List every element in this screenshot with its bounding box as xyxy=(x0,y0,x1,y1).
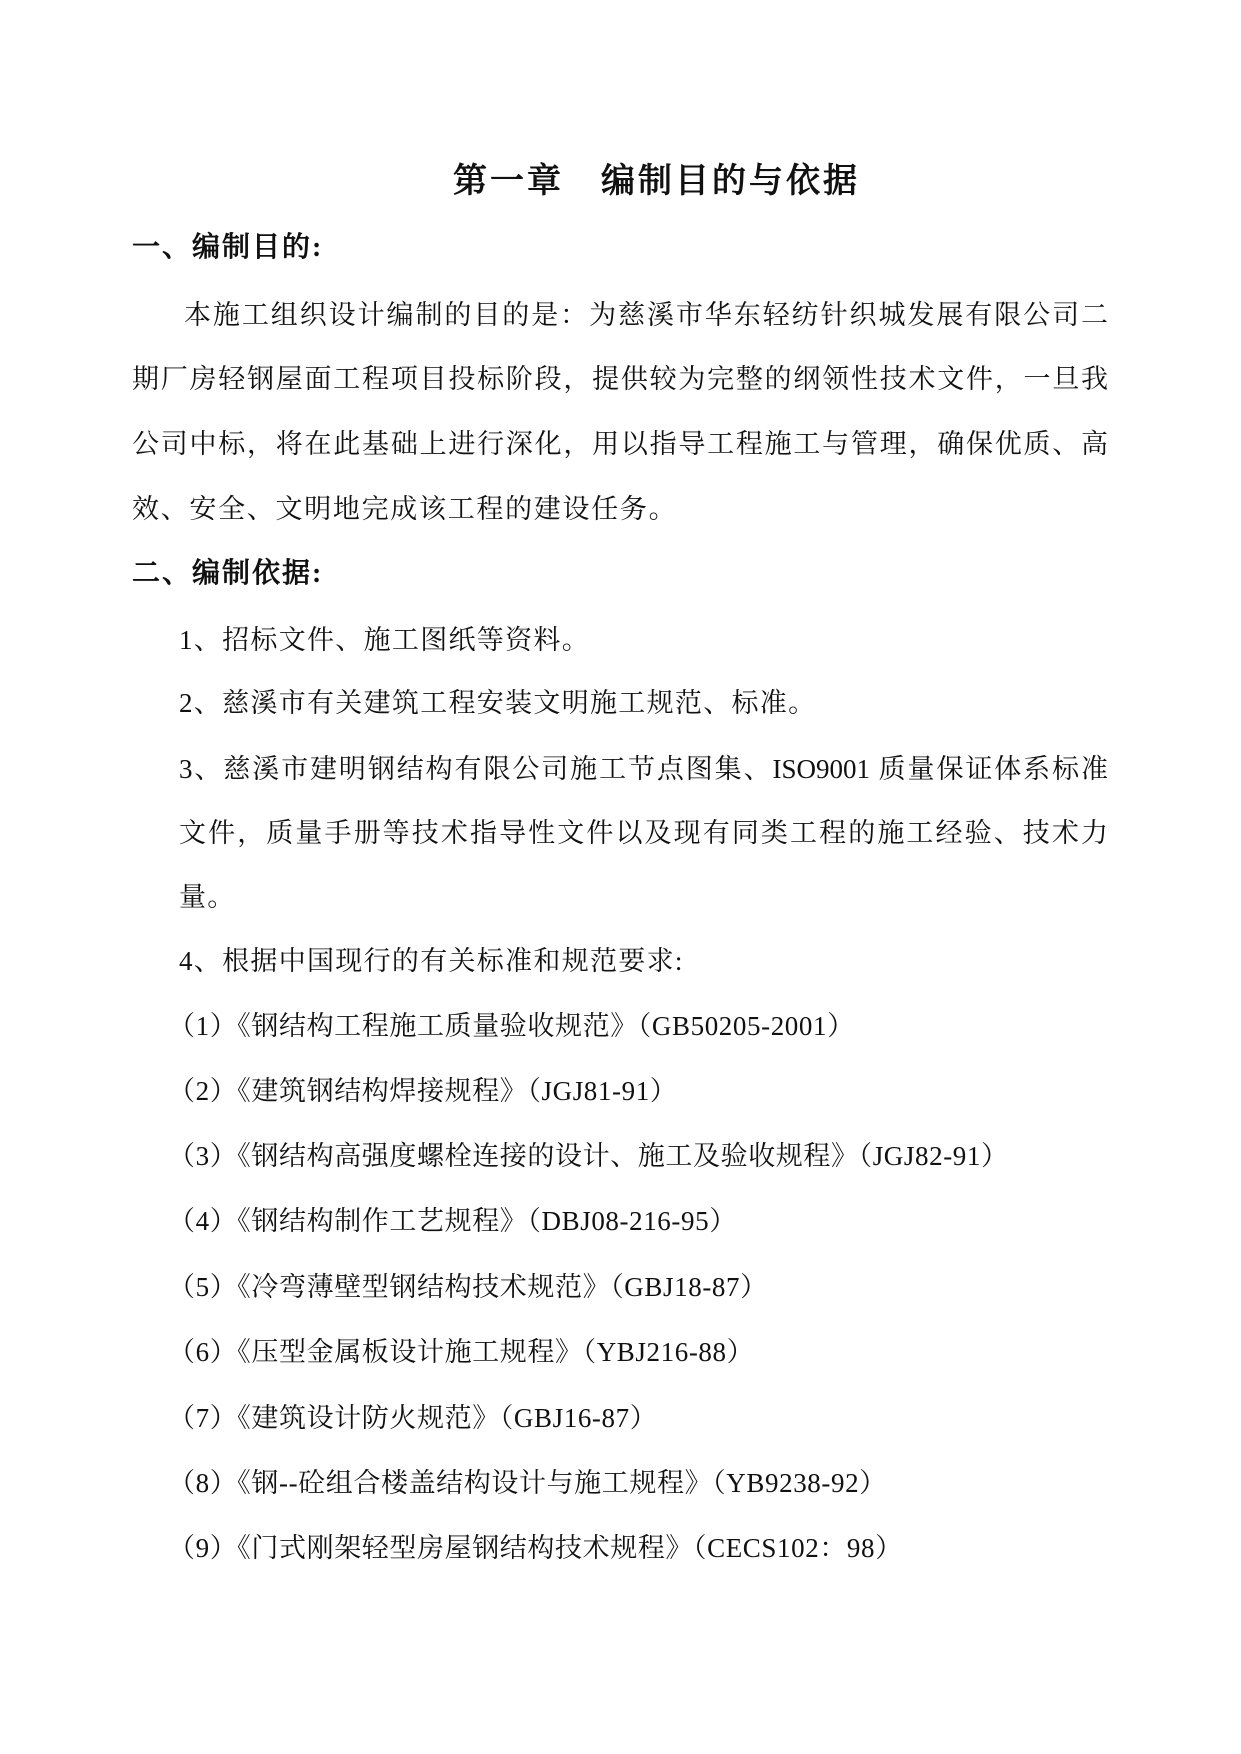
chapter-title: 第一章 编制目的与依据 xyxy=(453,163,860,200)
purpose-paragraph-line: 效、安全、文明地完成该工程的建设任务。 xyxy=(132,494,678,524)
standard-item: （1）《钢结构工程施工质量验收规范》（GB50205-2001） xyxy=(168,1011,855,1041)
basis-item-line: 量。 xyxy=(179,882,236,912)
basis-item-line: 文件，质量手册等技术指导性文件以及现有同类工程的施工经验、技术力 xyxy=(179,818,1108,848)
standard-item: （9）《门式刚架轻型房屋钢结构技术规程》（CECS102：98） xyxy=(168,1533,903,1563)
standard-item: （7）《建筑设计防火规范》（GBJ16-87） xyxy=(168,1403,658,1433)
basis-item: 2、慈溪市有关建筑工程安装文明施工规范、标准。 xyxy=(179,688,817,718)
purpose-paragraph-line: 本施工组织设计编制的目的是：为慈溪市华东轻纺针织城发展有限公司二 xyxy=(184,300,1108,330)
purpose-paragraph-line: 期厂房轻钢屋面工程项目投标阶段，提供较为完整的纲领性技术文件，一旦我 xyxy=(132,364,1108,394)
standard-item: （2）《建筑钢结构焊接规程》（JGJ81-91） xyxy=(168,1076,678,1106)
purpose-paragraph-line: 公司中标，将在此基础上进行深化，用以指导工程施工与管理，确保优质、高 xyxy=(132,429,1108,459)
standard-item: （6）《压型金属板设计施工规程》（YBJ216-88） xyxy=(168,1337,755,1367)
section-heading-basis: 二、编制依据: xyxy=(132,558,324,589)
standard-item: （3）《钢结构高强度螺栓连接的设计、施工及验收规程》（JGJ82-91） xyxy=(168,1141,1009,1171)
standard-item: （4）《钢结构制作工艺规程》（DBJ08-216-95） xyxy=(168,1206,737,1236)
basis-item: 4、根据中国现行的有关标准和规范要求: xyxy=(179,946,684,976)
standard-item: （5）《冷弯薄壁型钢结构技术规范》（GBJ18-87） xyxy=(168,1272,768,1302)
standard-item: （8）《钢--砼组合楼盖结构设计与施工规程》（YB9238-92） xyxy=(168,1468,887,1498)
basis-item-line: 3、慈溪市建明钢结构有限公司施工节点图集、ISO9001 质量保证体系标准 xyxy=(179,754,1108,784)
basis-item: 1、招标文件、施工图纸等资料。 xyxy=(179,625,590,655)
section-heading-purpose: 一、编制目的: xyxy=(132,232,324,263)
